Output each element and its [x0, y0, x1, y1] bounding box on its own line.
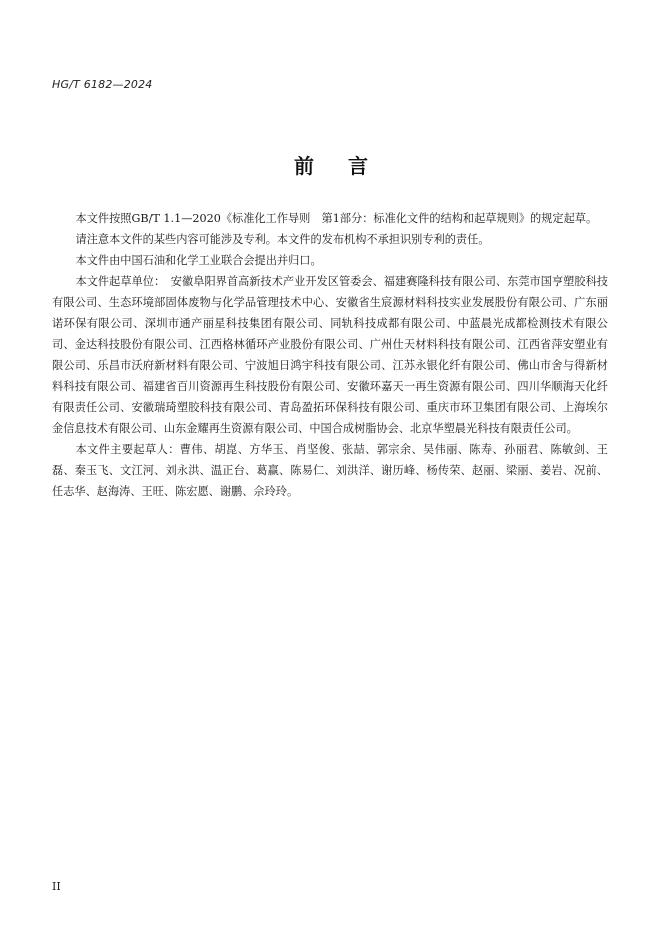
paragraph-drafting-rules: 本文件按照GB/T 1.1—2020《标准化工作导则 第1部分：标准化文件的结构和起草规则》的规定起草。 [75, 212, 598, 225]
paragraph-patent-notice: 请注意本文件的某些内容可能涉及专利。本文件的发布机构不承担识别专利的责任。 [75, 233, 490, 246]
standard-code: HG/T 6182—2024 [52, 78, 153, 91]
paragraph-drafting-units: 本文件起草单位： 安徽阜阳界首高新技术产业开发区管委会、福建赛隆科技有限公司、东莞市国亨塑胶科技有限公司、生态环境部固体废物与化学品管理技术中心、安徽省生宸源材料科技实业发展股份有限公司、广东丽诺环保有限公司、深圳市通产丽星科技集团有限公司、同轨科技成都有限公司、中蓝晨光成都检测技术有限公司、金达科技股份有限公司、江西格林循环产业股份有限公司、广州仕天材料科技有限公司、江西省萍安塑业有限公司、乐昌市沃府新材料有限公司、宁波旭日鸿宇科技有限公司、江苏永银化纤有限公司、佛山市舍与得新材料科技有限公司、福建省百川资源再生科技股份有限公司、安徽环嘉天一再生资源有限公司、四川华顺海天化纤有限责任公司、安徽瑞琦塑胶科技有限公司、青岛盈拓环保科技有限公司、重庆市环卫集团有限公司、上海埃尔金信息技术有限公司、山东金耀再生资源有限公司、中国合成树脂协会、北京华塑晨光科技有限责任公司。 [52, 275, 608, 435]
page-number: II [52, 880, 61, 893]
paragraph-proposer: 本文件由中国石油和化学工业联合会提出并归口。 [75, 254, 322, 267]
paragraph-drafters: 本文件主要起草人：曹伟、胡崑、方华玉、肖坚俊、张喆、郭宗余、吴伟丽、陈寿、孙丽君、陈敏剑、王磊、秦玉飞、文江河、刘永洪、温正台、葛赢、陈易仁、刘洪洋、谢历峰、杨传荣、赵丽、梁丽、姜岩、况前、任志华、赵海涛、王旺、陈宏愿、谢鹏、佘玲玲。 [52, 443, 608, 498]
title-char-1: 前 [294, 154, 314, 178]
title-char-2: 言 [348, 154, 368, 178]
foreword-body [52, 208, 608, 502]
page-title [0, 150, 662, 179]
